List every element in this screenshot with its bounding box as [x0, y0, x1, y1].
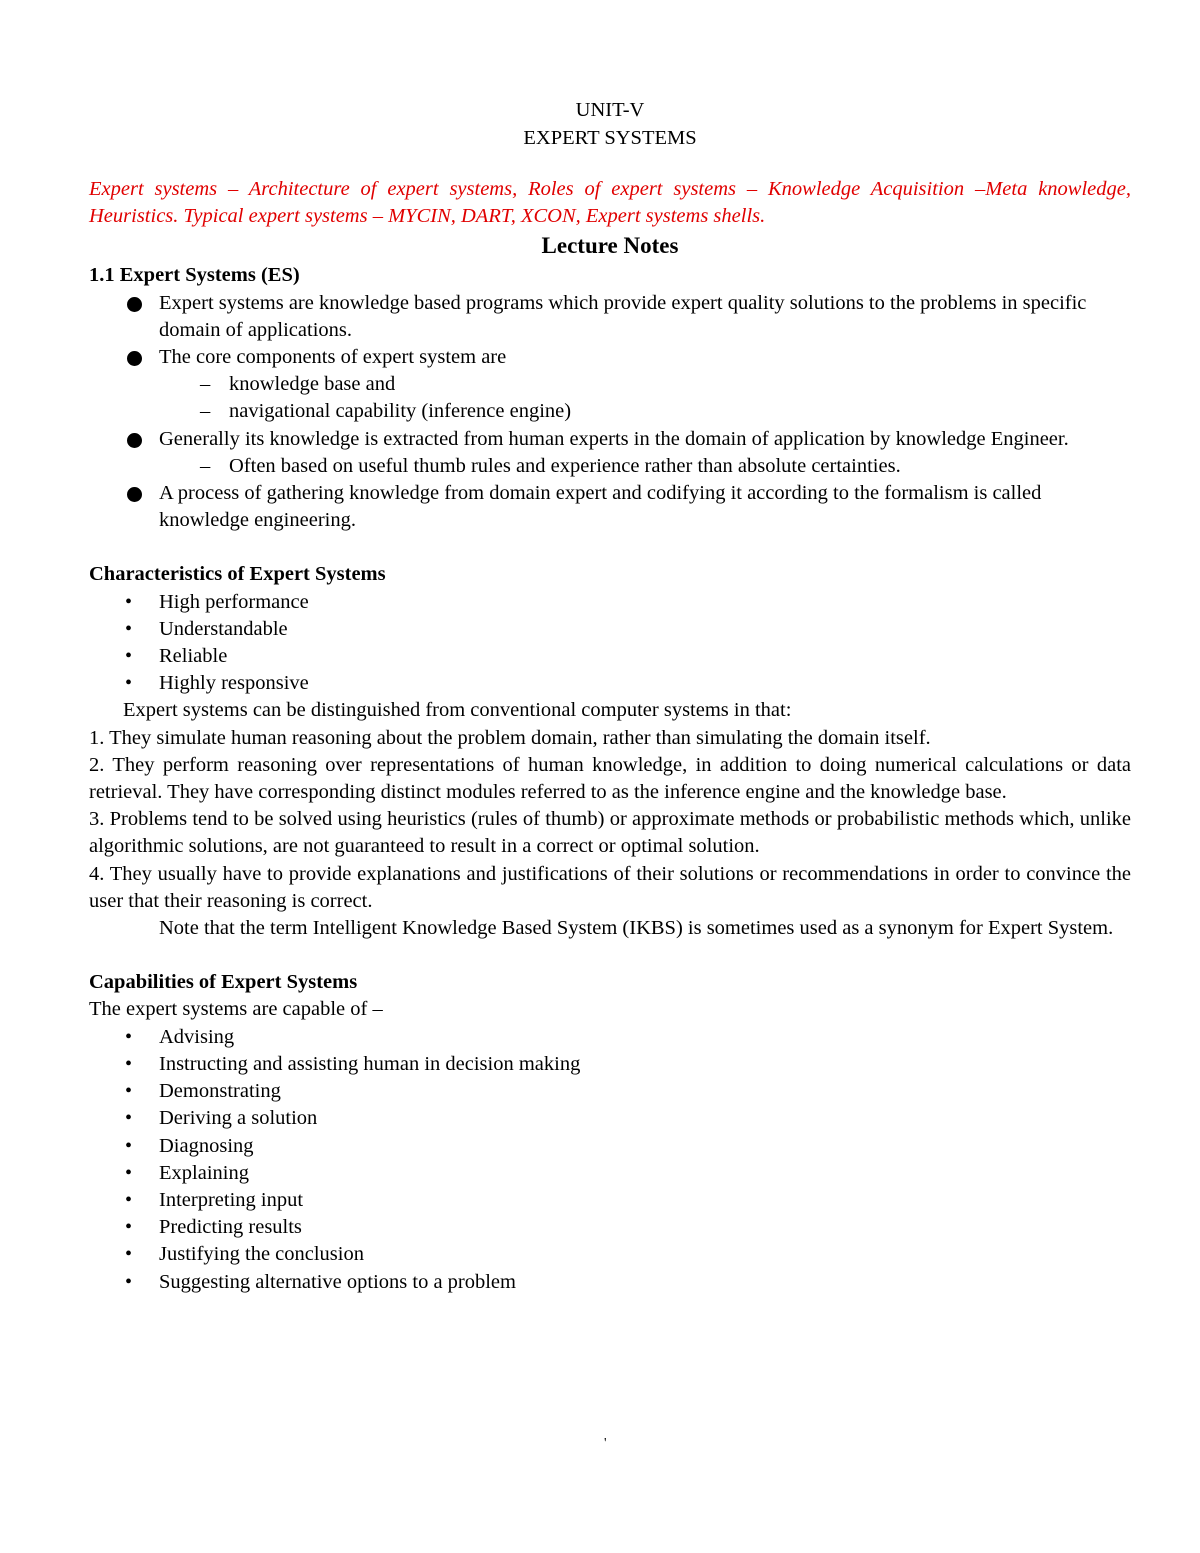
bullet-icon: •	[125, 645, 133, 668]
bullet-icon: •	[125, 1270, 133, 1293]
bullet-icon: •	[125, 1080, 133, 1103]
list-item: • Instructing and assisting human in decision making	[89, 1051, 1131, 1078]
dash-icon: –	[200, 373, 211, 396]
list-item: • Suggesting alternative options to a problem	[89, 1269, 1131, 1296]
list-item: • Understandable	[89, 616, 1131, 643]
bullet-icon: •	[125, 1243, 133, 1266]
sublist-item: – Often based on useful thumb rules and experience rather than absolute certainties.	[159, 453, 1131, 480]
list-item: • Deriving a solution	[89, 1105, 1131, 1132]
list-item: A process of gathering knowledge from domain expert and codifying it according to the formalism is called knowledge engineering.	[89, 480, 1131, 534]
list-item: • Interpreting input	[89, 1187, 1131, 1214]
expert-systems-list	[89, 290, 1131, 535]
list-item: • Highly responsive	[89, 670, 1131, 697]
bullet-icon: •	[125, 1161, 133, 1184]
numbered-point: 2. They perform reasoning over representations of human knowledge, in addition to doing numerical calculations or data retrieval. They have corresponding distinct modules referred to as the inference engine and the knowledge base.	[89, 753, 1131, 804]
bullet-icon: •	[125, 1025, 133, 1048]
bullet-icon: •	[125, 1188, 133, 1211]
section-heading-expert-systems: 1.1 Expert Systems (ES)	[89, 264, 300, 287]
bullet-icon: •	[125, 617, 133, 640]
knowledge-sublist	[159, 453, 1131, 480]
unit-label: UNIT-V	[575, 99, 645, 121]
list-item: The core components of expert system are – knowledge base and – navigational capability (inference engine)	[89, 344, 1131, 426]
list-item: • Diagnosing	[89, 1133, 1131, 1160]
list-item: • Predicting results	[89, 1214, 1131, 1241]
list-item: • Explaining	[89, 1160, 1131, 1187]
bullet-dot-icon	[127, 351, 142, 366]
ikbs-note: Note that the term Intelligent Knowledge Based System (IKBS) is sometimes used as a synonym for Expert System.	[159, 917, 1114, 940]
bullet-dot-icon	[127, 487, 142, 502]
sublist-item: – navigational capability (inference engine)	[159, 398, 1131, 425]
numbered-point: 1. They simulate human reasoning about the problem domain, rather than simulating the domain itself.	[89, 726, 931, 749]
list-item: • Justifying the conclusion	[89, 1241, 1131, 1268]
list-item: • Reliable	[89, 643, 1131, 670]
section-heading-capabilities: Capabilities of Expert Systems	[89, 971, 358, 994]
page-footer-mark: '	[604, 1436, 607, 1451]
characteristics-list	[89, 589, 1131, 698]
bullet-icon: •	[125, 1107, 133, 1130]
section-heading-characteristics: Characteristics of Expert Systems	[89, 563, 386, 586]
lecture-notes-heading: Lecture Notes	[541, 233, 679, 259]
list-item: Expert systems are knowledge based programs which provide expert quality solutions to the problems in specific domain of applications.	[89, 290, 1131, 344]
characteristics-lead: Expert systems can be distinguished from conventional computer systems in that:	[123, 699, 792, 722]
bullet-icon: •	[125, 1134, 133, 1157]
dash-icon: –	[200, 400, 211, 423]
list-item: • Advising	[89, 1024, 1131, 1051]
capabilities-list	[89, 1024, 1131, 1296]
bullet-icon: •	[125, 590, 133, 613]
document-page	[89, 96, 1131, 1296]
core-components-sublist	[159, 371, 1131, 425]
bullet-icon: •	[125, 1216, 133, 1239]
capabilities-lead: The expert systems are capable of –	[89, 998, 383, 1021]
list-item: • High performance	[89, 589, 1131, 616]
bullet-icon: •	[125, 1052, 133, 1075]
document-title: EXPERT SYSTEMS	[523, 127, 697, 149]
bullet-dot-icon	[127, 297, 142, 312]
list-item: • Demonstrating	[89, 1078, 1131, 1105]
syllabus-intro: Expert systems – Architecture of expert systems, Roles of expert systems – Knowledge Acquisition –Meta knowledge, Heuristics. Typical expert systems – MYCIN, DART, XCON, Expert systems shells.	[89, 178, 1131, 228]
numbered-point: 3. Problems tend to be solved using heuristics (rules of thumb) or approximate methods or probabilistic methods which, unlike algorithmic solutions, are not guaranteed to result in a correct or optimal solution.	[89, 808, 1131, 858]
dash-icon: –	[200, 454, 211, 477]
sublist-item: – knowledge base and	[159, 371, 1131, 398]
bullet-icon: •	[125, 672, 133, 695]
numbered-point: 4. They usually have to provide explanations and justifications of their solutions or recommendations in order to convince the user that their reasoning is correct.	[89, 862, 1131, 912]
bullet-dot-icon	[127, 433, 142, 448]
list-item: Generally its knowledge is extracted from human experts in the domain of application by knowledge Engineer. – Often based on useful thumb rules and experience rather than absolute certainties.	[89, 426, 1131, 480]
